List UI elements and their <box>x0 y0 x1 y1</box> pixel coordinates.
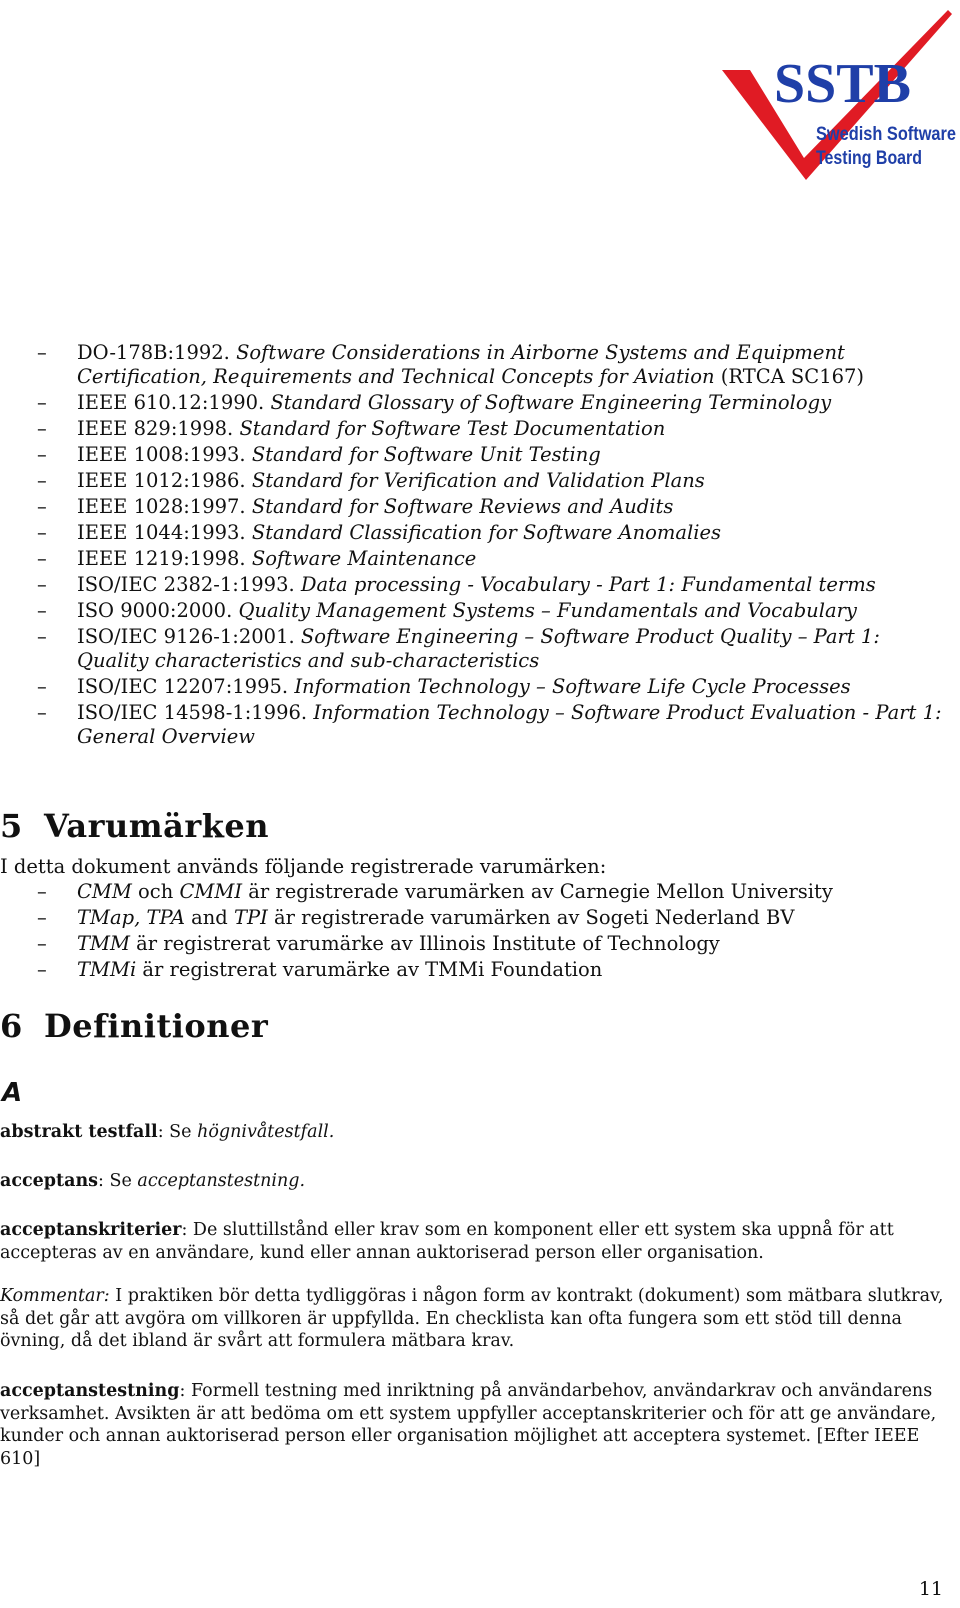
reference-item: – ISO/IEC 14598-1:1996. Information Technology – Software Product Evaluation - Part 1: General Overview <box>0 701 945 749</box>
definition-acceptans: acceptans: Se acceptanstestning. <box>0 1171 306 1191</box>
sstb-logo <box>722 4 958 180</box>
reference-item: – IEEE 829:1998. Standard for Software Test Documentation <box>0 417 945 441</box>
reference-item: – ISO/IEC 2382-1:1993. Data processing - Vocabulary - Part 1: Fundamental terms <box>0 573 945 597</box>
logo-wordmark: SSTB <box>774 53 911 115</box>
section-5-heading: 5 Varumärken <box>0 807 269 845</box>
definition-acceptanstestning: acceptanstestning: Formell testning med inriktning på användarbehov, användarkrav och användarens verksamhet. Avsikten är att bedöma om ett system uppfyller acceptanskriterier och för att ge användare, kunder och annan auktoriserad person eller organisation möjlighet att acceptera systemet. [Efter IEEE 610] <box>0 1381 937 1469</box>
definition-abstrakt-testfall: abstrakt testfall: Se högnivåtestfall. <box>0 1122 335 1142</box>
reference-item: – DO-178B:1992. Software Considerations in Airborne Systems and Equipment Certification, Requirements and Technical Concepts for Aviation (RTCA SC167) <box>0 341 945 389</box>
reference-item: – IEEE 1012:1986. Standard for Verification and Validation Plans <box>0 469 945 493</box>
reference-item: – IEEE 1044:1993. Standard Classification for Software Anomalies <box>0 521 945 545</box>
trademark-list <box>0 880 945 984</box>
section-6-heading: 6 Definitioner <box>0 1007 269 1045</box>
section-5-intro: I detta dokument används följande registrerade varumärken: <box>0 855 607 878</box>
reference-item: – IEEE 1028:1997. Standard for Software Reviews and Audits <box>0 495 945 519</box>
trademark-item: – TMap, TPA and TPI är registrerade varumärken av Sogeti Nederland BV <box>0 906 945 930</box>
reference-item: – IEEE 1008:1993. Standard for Software Unit Testing <box>0 443 945 467</box>
reference-item: – ISO 9000:2000. Quality Management Systems – Fundamentals and Vocabulary <box>0 599 945 623</box>
trademark-item: – CMM och CMMI är registrerade varumärken av Carnegie Mellon University <box>0 880 945 904</box>
definition-acceptanskriterier: acceptanskriterier: De sluttillstånd eller krav som en komponent eller ett system ska uppnå för att accepteras av en användare, kund eller annan auktoriserad person eller organisation. <box>0 1220 894 1263</box>
trademark-item: – TMM är registrerat varumärke av Illinois Institute of Technology <box>0 932 945 956</box>
letter-heading: A <box>2 1078 23 1108</box>
logo-line-1: Swedish Software <box>816 124 956 145</box>
reference-item: – IEEE 1219:1998. Software Maintenance <box>0 547 945 571</box>
page-number: 11 <box>918 1578 943 1600</box>
reference-item: – ISO/IEC 12207:1995. Information Technology – Software Life Cycle Processes <box>0 675 945 699</box>
trademark-item: – TMMi är registrerat varumärke av TMMi Foundation <box>0 958 945 982</box>
reference-item: – ISO/IEC 9126-1:2001. Software Engineering – Software Product Quality – Part 1: Quality characteristics and sub-characteristics <box>0 625 945 673</box>
reference-item: – IEEE 610.12:1990. Standard Glossary of Software Engineering Terminology <box>0 391 945 415</box>
logo-line-2: Testing Board <box>816 148 922 169</box>
reference-list <box>0 341 945 751</box>
definition-comment: Kommentar: I praktiken bör detta tydliggöras i någon form av kontrakt (dokument) som mätbara slutkrav, så det går att avgöra om villkoren är uppfyllda. En checklista kan ofta fungera som ett stöd till denna övning, då det ibland är svårt att formulera mätbara krav. <box>0 1286 944 1351</box>
